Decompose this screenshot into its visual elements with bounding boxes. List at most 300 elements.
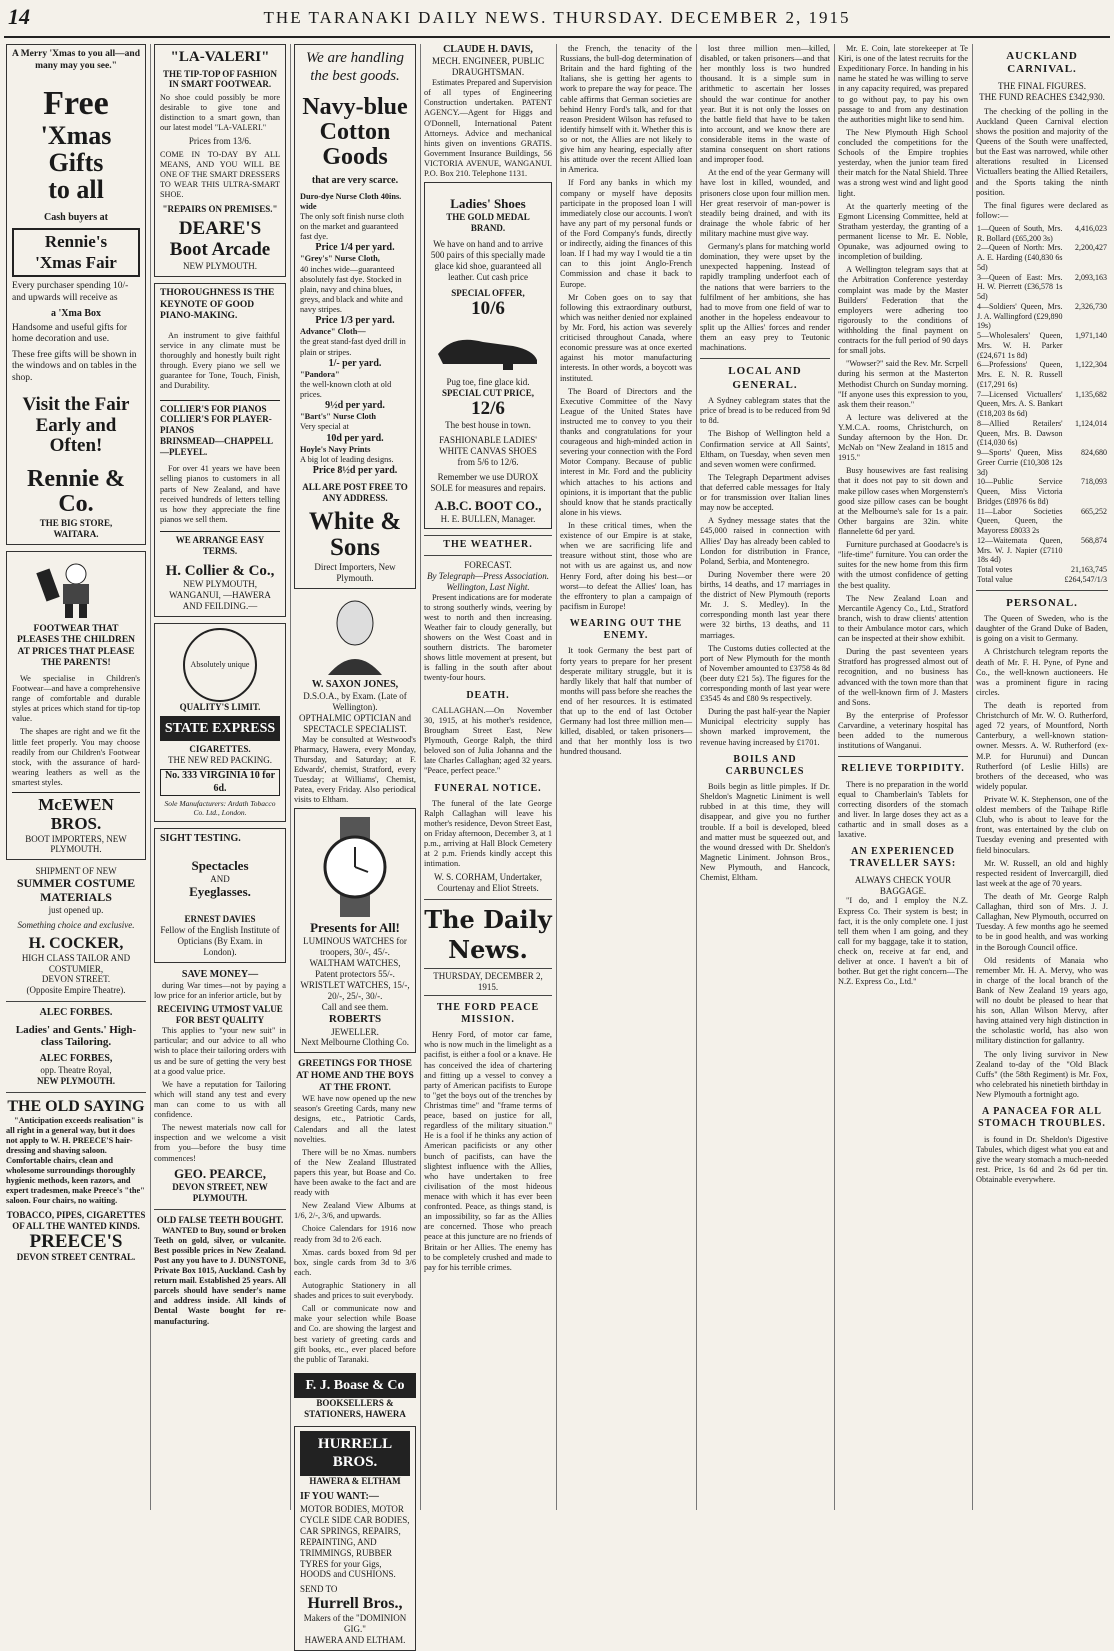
jones-ad — [294, 595, 416, 806]
column-divider — [420, 44, 421, 1510]
whites-price6: Price 8½d per yard. — [312, 464, 398, 476]
results-value: 2,200,427 — [1075, 243, 1107, 253]
rennie-body3: These free gifts will be shown in the windows and on tables in the shop. — [12, 349, 137, 384]
header-rule — [4, 36, 1110, 38]
article-text: There is no preparation in the world equal to Chamberlain's Tablets for correcting disorders of the stomach and liver. In large doses they act as a cathartic and in small doses as a laxative. — [838, 779, 968, 840]
abcboot-best: The best house in town. — [445, 419, 531, 430]
roberts-addr: Next Melbourne Clothing Co. — [301, 1037, 409, 1048]
column-divider — [834, 44, 835, 1510]
greetings-body2: There will be no Xmas. numbers of the New Zealand Illustrated papers this year, but Boase and Co. have been awake to the fact and are ready with — [294, 1147, 416, 1198]
funeral-title: FUNERAL NOTICE. — [434, 782, 542, 794]
results-label: 8—Allied Retailers' Queen, Mrs. B. Dawson (£14,030 6s) — [977, 418, 1063, 448]
local-item: A Sydney message states that the £45,000 raised in connection with Allies' Day has already been cabled to London for distribution in France, Poland, Serbia, and Montenegro. — [700, 516, 830, 566]
local-item: Furniture purchased at Goodacre's is "life-time" furniture. You can order the suites for the new home from this firm with the utmost confidence of getting the best quality. — [838, 540, 968, 590]
preece-ad — [6, 1098, 146, 1263]
personal-title: PERSONAL. — [1006, 596, 1078, 609]
results-value: £264,547/1/3 — [1064, 574, 1107, 584]
results-label: 5—Wholesalers' Queen, Mrs. W. H. Parker (£24,671 1s 8d) — [977, 331, 1063, 360]
leader-title: THE FORD PEACE MISSION. — [436, 1001, 540, 1026]
local-item: At the quarterly meeting of the Egmont Licensing Committee, held at Stratham yesterday, the granting of a permanent license to Mr. E. Noble, Opunake, was adjourned owing to incompletion of building. — [838, 201, 968, 262]
results-row — [976, 331, 1108, 360]
local-item: Busy housewives are fast realising that it does not pay to sit down and make pillow cases when Morgenstern's good size pillow cases can be bought at the Melbourne's sale for 1s a pair. Other bargains are 32in. white flannelette 6d per yard. — [838, 466, 968, 537]
cocker-name: H. COCKER, — [28, 934, 124, 952]
article-text: is found in Dr. Sheldon's Digestive Tabules, which digest what you eat and give the weary stomach a much-needed rest. Price, 1s 6d and 2s 6d per tin. Obtainable everywhere. — [976, 1134, 1108, 1184]
stateexpress-brand: STATE EXPRESS — [160, 716, 280, 741]
davis-ad — [424, 44, 552, 179]
results-label: 9—Sports' Queen, Miss Greer Currie (£10,308 12s 3d) — [977, 448, 1063, 477]
roberts-body3: WRISTLET WATCHES, 15/-, 20/-, 25/-, 30/-. — [300, 980, 410, 1002]
greetings-title: GREETINGS FOR THOSE AT HOME AND THE BOYS AT THE FRONT. — [296, 1059, 414, 1093]
weariness-title: WEARING OUT THE ENEMY. — [569, 618, 683, 642]
roberts-see: Call and see them. — [321, 1002, 389, 1013]
whites-item4: "Pandora" — [300, 369, 340, 379]
personal-item: A Christchurch telegram reports the death of Mr. F. H. Pyne, of Pyne and Co., the well-known auctioneers. He was a prominent figure in racing circles. — [976, 647, 1108, 697]
roberts-body2: WALTHAM WATCHES, Patent protectors 55/-. — [309, 958, 401, 980]
rennie-body2: Handsome and useful gifts for home decoration and use. — [12, 322, 128, 345]
whites-item5b: Very special at — [300, 422, 349, 432]
whites-post: ALL ARE POST FREE TO ANY ADDRESS. — [302, 482, 408, 504]
roberts-ad — [294, 808, 416, 1053]
results-row — [976, 477, 1108, 506]
forbes-town: NEW PLYMOUTH. — [36, 1076, 115, 1087]
leader-masthead: The Daily News. — [424, 905, 552, 964]
results-value: 2,326,730 — [1075, 301, 1107, 311]
whites-intro: We are handling the best goods. — [305, 50, 405, 84]
rennie-firm: Rennie & Co. — [27, 466, 125, 518]
davis-trade: MECH. ENGINEER, PUBLIC DRAUGHTSMAN. — [432, 56, 544, 78]
sight-ad — [154, 828, 286, 963]
portrait-icon — [320, 595, 390, 675]
sight-eyeglasses: Eyeglasses. — [189, 884, 251, 900]
whites-sub: Direct Importers, New Plymouth. — [314, 561, 396, 583]
rennie-fair-name: Rennie's 'Xmas Fair — [12, 228, 140, 277]
results-row — [976, 419, 1108, 448]
column-divider — [290, 44, 291, 1510]
lavaleri-prices: Prices from 13/6. — [188, 136, 252, 147]
stateexpress-quality: QUALITY'S LIMIT. — [179, 702, 261, 713]
carnival-fund: THE FUND REACHES £342,930. — [979, 91, 1105, 102]
sight-title: SIGHT TESTING. — [160, 833, 241, 844]
mcewen-sub: BOOT IMPORTERS, NEW PLYMOUTH. — [25, 833, 127, 855]
death-title: DEATH. — [466, 689, 510, 701]
results-value: 1,124,014 — [1075, 418, 1107, 428]
article-text: It took Germany the best part of forty years to prepare for her present desperate military struggle, but it is hardly likely that half that number of months will pass before she reaches the end of her resources. It is estimated that up to the end of last October Germany had lost three million men—killed, disabled, or taken prisoners—and that her monthly loss is two hundred thousand. — [560, 646, 692, 757]
whites-item3b: the great stand-fast dyed drill in plain or stripes. — [300, 337, 406, 357]
lavaleri-firm: DEARE'S Boot Arcade — [169, 218, 271, 261]
forbes-addr: opp. Theatre Royal, — [40, 1065, 112, 1076]
whites-items — [300, 192, 410, 477]
abcboot-cut: SPECIAL CUT PRICE, — [441, 387, 535, 398]
results-value: 568,874 — [1081, 535, 1107, 545]
roberts-body1: LUMINOUS WATCHES for troopers, 30/-, 45/-. — [303, 936, 407, 958]
results-row — [976, 243, 1108, 272]
hurrell-send: SEND TO — [300, 1584, 338, 1595]
preece-body: "Anticipation exceeds realisation" is all right in a general way, but it does not apply to W. H. PREECE'S hair-dressing and shaving saloon. Comfortable chairs, clean and wholesome surroundings thoroughly hygienic methods, keen razors, and expert tradesmen, make Preece's "the" saloon. Four chairs, no waiting. — [6, 1115, 145, 1206]
local-item: A Wellington telegram says that at the Arbitration Conference yesterday complaint was made by the Master Builders' Federation that the employers were adhering too rigorously to the conditions of withholding the final payment on contracts for the full period of 90 days for small jobs. — [838, 265, 968, 356]
cocker-opened: just opened up. — [48, 905, 104, 915]
stateexpress-ad — [154, 623, 286, 822]
divider — [838, 756, 968, 757]
whites-item6: Hoyle's Navy Prints — [300, 444, 371, 454]
results-row — [976, 302, 1108, 331]
jones-name: W. SAXON JONES, — [311, 678, 399, 690]
carnival-results-table — [976, 224, 1108, 585]
column-4 — [424, 44, 552, 1510]
forbes-name: ALEC FORBES. — [39, 1007, 113, 1019]
forbes-line: Ladies' and Gents.' High-class Tailoring. — [15, 1023, 137, 1049]
preece-addr: DEVON STREET CENTRAL. — [16, 1252, 136, 1263]
sight-name: ERNEST DAVIES — [184, 914, 256, 925]
preece-goods: TOBACCO, PIPES, CIGARETTES OF ALL THE WANTED KINDS. — [6, 1209, 146, 1231]
whites-price3: 1/- per yard. — [328, 357, 382, 369]
rennie-town: WAITARA. — [53, 528, 99, 539]
lavaleri-title: "LA-VALERI" — [170, 49, 270, 65]
column-8 — [976, 44, 1108, 1510]
results-row — [976, 224, 1108, 244]
rennie-ad — [6, 44, 146, 545]
watch-icon — [310, 817, 400, 917]
carnival-intro: The checking of the polling in the Auckland Queen Carnival election shows the position and majority of the Queens of the South were unaffected, but the East was narrowed, while other alterations resulted in Licensed Victuallers beating the Allied Retailers, and the Sports taking the ninth position. — [976, 106, 1108, 197]
results-label: Total value — [977, 574, 1013, 584]
weather-forecast: FORECAST. — [464, 559, 512, 570]
results-label: 1—Queen of South, Mrs. R. Bollard (£65,200 3s) — [977, 223, 1063, 243]
death-body: CALLAGHAN.—On November 30, 1915, at his mother's residence, Brougham Street East, New Plymouth, George Ralph, the third beloved son of Julia Johanna and the late Charles Callaghan; aged 32 years. "Peace, perfect peace." — [424, 705, 552, 776]
greetings-body7: Call or communicate now and make your selection while Boase and Co. are showing the largest and best variety of greeting cards and gift books, etc., ever placed before the public of Taranaki. — [294, 1304, 416, 1364]
jones-body: May be consulted at Westwood's Pharmacy, Hawera, every Monday, Thursday, and Saturday; at F. Edwards', chemist, Stratford, every Tuesday; at Williams', Chemist, Patea, every Friday. Also periodical visits to Eltham. — [294, 734, 416, 805]
personal-item: Mr. W. Russell, an old and highly respected resident of Invercargill, died last week at the age of 70 years. — [976, 858, 1108, 888]
results-label: 10—Public Service Queen, Miss Victoria Bridges (£8976 6s 8d) — [977, 477, 1063, 506]
local-item: The Customs duties collected at the port of New Plymouth for the month of November amounted to £3758 4s 8d (beer duty £21 5s). The figures for the corresponding month of last year were £3545 4s and £80 9s respectively. — [700, 643, 830, 704]
whites-item6b: A big lot of leading designs. — [300, 454, 394, 464]
results-value: 1,122,304 — [1075, 360, 1107, 370]
results-value: 1,971,140 — [1075, 331, 1107, 341]
savemoney-body4: The newest materials now call for inspection and we welcome a visit from you—before the busy time commences! — [154, 1123, 286, 1163]
article-text: The Board of Directors and the Executive Committee of the Navy League of the United States have instructed me to convey to you their thanks and congratulations for your courageous and high-minded action in severing your connection with the Ford Motor Company. Because of public interest in Mr. Ford and the publicity which attaches to his actions and opinions, it is important that the public should know that he stands practically alone in his views. — [560, 386, 692, 517]
collier-towns: NEW PLYMOUTH, WANGANUI, —HAWERA AND FEILDING.— — [169, 579, 271, 612]
results-row — [976, 536, 1108, 565]
local-item: The New Zealand Loan and Mercantile Agency Co., Ltd., Stratford branch, wish to draw clients' attention to their Ambulance motor cars, which can be inspected at their show exhibit. — [838, 593, 968, 644]
article-text: Mr Coben goes on to say that following this extraordinary outburst, which was neither denied nor explained by Mr. Ford, his action was severely criticised throughout Canada, where economic pressure was at once exerted against his motor manufacturing interests. In other words, a boycott was instituted. — [560, 292, 693, 383]
results-value: 1,135,682 — [1075, 389, 1107, 399]
abcboot-firm: A.B.C. BOOT CO., — [434, 497, 542, 513]
cocker-opp: (Opposite Empire Theatre). — [26, 985, 126, 996]
whites-item1b: The only soft finish nurse cloth on the market and guaranteed fast dye. — [300, 211, 404, 242]
column-5 — [560, 44, 692, 1510]
greetings-body1: WE have now opened up the new season's Greeting Cards, many new designs, etc., Patriotic Cards, Calendars and all the latest novelties. — [294, 1094, 416, 1144]
mcewen-body1: We specialise in Children's Footwear—and have a comprehensive range of comfortable and durable styles at prices which stand for tip-top value. — [12, 673, 140, 724]
results-label: 11—Labor Societies Queen, Queen, the Mayoress £8033 2s — [977, 506, 1063, 536]
page-number: 14 — [8, 4, 30, 29]
whites-scarce: that are very scarce. — [311, 174, 399, 186]
results-label: 4—Soldiers' Queen, Mrs. J. A. Wallingford (£29,890 19s) — [977, 301, 1063, 331]
whites-price4: 9½d per yard. — [325, 400, 385, 412]
rennie-free: Free — [43, 85, 109, 123]
weather-body: Present indications are for moderate to strong southerly winds, veering by west to north and then increasing. Weather fair to cloudy generally, but showers on the West Coast and in southern districts. The barometer shows little movement at present, but is falling in the south after about twenty-four hours. — [424, 592, 552, 683]
article-text: Boils begin as little pimples. If Dr. Sheldon's Magnetic Liniment is well rubbed in at this time, they will disappear, and give you no further trouble. If a boil is developed, bleed and matter must be squeezed out, and the wound dressed with Dr. Sheldon's Magnetic Liniment. Johnson Bros., New Plymouth, and Hancock, Chemist, Eltham. — [700, 782, 830, 883]
lavaleri-body2: COME IN TO-DAY BY ALL MEANS, AND YOU WILL BE ONE OF THE SMART DRESSERS TO WEAR THIS ULTRA-SMART SHOE. — [160, 150, 280, 200]
cocker-ad — [6, 866, 146, 996]
whites-ad — [294, 44, 416, 589]
exp-sub: ALWAYS CHECK YOUR BAGGAGE. — [854, 874, 952, 896]
rennie-store: THE BIG STORE, — [39, 517, 113, 528]
mcewen-firm: McEWEN BROS. — [12, 792, 140, 833]
jones-cred: D.S.O.A., by Exam. (Late of Wellington). — [303, 690, 407, 712]
cocker-intro: SHIPMENT OF NEW — [35, 866, 117, 877]
column-1 — [6, 44, 146, 1510]
local-item: By the enterprise of Professor Carvardine, a veterinary hospital has been added to the numerous institutions of Wanganui. — [838, 710, 968, 751]
hurrell-sub: HAWERA & ELTHAM — [309, 1475, 401, 1486]
local-item: The Bishop of Wellington held a Confirmation service at All Saints', Eltham, on Tuesday, when seven men and seven women were confirmed. — [700, 429, 830, 469]
lavaleri-ad — [154, 44, 286, 277]
abcboot-body1: We have on hand and to arrive 500 pairs of this specially made glace kid shoe, guaranteed all leather. Cut cash price — [430, 239, 546, 282]
local-item: During the past half-year the Napier Municipal electricity supply has shown marked improvement, the revenue having increased by £1701. — [700, 707, 830, 747]
weather-dateline: By Telegraph—Press Association. Wellington, Last Night. — [427, 570, 549, 592]
whites-firm: White & Sons — [308, 508, 402, 562]
whites-headline: Navy-blue Cotton Goods — [302, 94, 408, 171]
column-3 — [294, 44, 416, 1645]
greetings-body6: Autographic Stationery in all shades and prices to suit everybody. — [294, 1281, 416, 1301]
personal-item: Private W. K. Stephenson, one of the oldest members of the Taihape Rifle Club, who is about to leave for the front, was entertained by the club on Tuesday evening and presented with field binoculars. — [976, 794, 1108, 855]
whites-item3: Advance" Cloth— — [300, 327, 366, 337]
preece-title: THE OLD SAYING — [7, 1098, 145, 1115]
jones-trade: OPTHALMIC OPTICIAN and SPECTACLE SPECIALIST. — [299, 712, 411, 734]
panacea-title: A PANACEA FOR ALL STOMACH TROUBLES. — [978, 1106, 1106, 1130]
hurrell-name: Hurrell Bros., — [307, 1595, 403, 1613]
roberts-headline: Presents for All! — [310, 920, 400, 936]
mcewen-ad — [6, 551, 146, 861]
rennie-body1: Every purchaser spending 10/- and upwards will receive as — [12, 281, 129, 303]
results-row — [976, 448, 1108, 477]
article-text: In these critical times, when the existence of our Empire is at stake, when we are sacrificing life and treasure without stint, those who are not with us are against us, and now Henry Ford, after doing his best—or worst—to defeat the Allies' loan, has the effrontery to plan a campaign of pacifism in Europe! — [560, 521, 692, 611]
rennie-xmas-box: a 'Xma Box — [51, 307, 101, 319]
abcboot-offer: SPECIAL OFFER, — [451, 287, 525, 298]
forbes-name2: ALEC FORBES, — [39, 1052, 113, 1064]
greetings-body5: Xmas. cards boxed from 9d per box, single cards from 3d to 3/6 each. — [294, 1247, 416, 1277]
results-value: 665,252 — [1081, 506, 1107, 516]
column-2 — [154, 44, 286, 1510]
results-row — [976, 390, 1108, 419]
davis-name: CLAUDE H. DAVIS, — [443, 44, 533, 55]
teeth-body: WANTED to Buy, sound or broken Teeth on gold, silver, or vulcanite. Best possible prices in New Zealand. Post any you have to J. DUNSTONE, Private Box 1015, Auckland. Cash by return mail. Established 25 years. All parcels should have sender's name and address inside. All kinds of Dental Waste bought for re-manufacturing. — [154, 1225, 286, 1326]
lavaleri-sub: THE TIP-TOP OF FASHION IN SMART FOOTWEAR. — [163, 68, 277, 90]
greetings-body4: Choice Calendars for 1916 now ready from 3d to 2/6 each. — [294, 1224, 416, 1244]
greetings-firm: F. J. Boase & Co — [294, 1373, 416, 1398]
abcboot-pug: Pug toe, fine glace kid. — [446, 376, 530, 387]
hurrell-want: IF YOU WANT:— — [300, 1491, 379, 1503]
local-item: During November there were 20 births, 14 deaths, and 17 marriages in the district of New Plymouth (reports Mr. J. S. Medley). In the corresponding month last year there were 32 births, 13 deaths, and 11 marriages. — [700, 569, 830, 640]
rennie-greeting: A Merry 'Xmas to you all—and many may you see." — [12, 49, 140, 71]
results-row — [976, 360, 1108, 389]
boils-title: BOILS AND CARBUNCLES — [725, 753, 805, 777]
greetings-sub: BOOKSELLERS & STATIONERS, HAWERA — [304, 1397, 406, 1419]
article-text: lost three million men—killed, disabled, or taken prisoners—and that her monthly loss is two hundred thousand. It is a simple sum in arithmetic to ascertain her losses should the war continue for another year. But it is not only the losses on the battle field that have to be taken into account, and we know there are considerable items in the waste of stamina consequent on short rations and improper food. — [700, 44, 830, 165]
thoroughness-body: An instrument to give faithful service in any climate must be thoroughly and honestly built right through. Every piano we sell we guarantee for Tone, Touch, Finish, and Durability. — [160, 330, 280, 391]
divider — [6, 1092, 146, 1093]
sight-cred: Fellow of the English Institute of Opticians (By Exam. in London). — [160, 925, 280, 957]
forbes-ad — [6, 1007, 146, 1087]
cocker-summer: SUMMER COSTUME MATERIALS — [16, 876, 136, 905]
personal-item: The only living survivor in New Zealand to-day of the "Old Black Cuffs" (the 58th Regiment) is Mr. Fox, who celebrated his ninetieth birthday in New Plymouth a fortnight ago. — [976, 1049, 1108, 1100]
results-value: 718,093 — [1081, 477, 1107, 487]
personal-item: The death is reported from Christchurch of Mr. W. O. Rutherford, aged 72 years, of Mountford, North Canterbury, a well-known station-owner. Messrs. A. W. Rutherford (ex-M.P. for Hurunui) and Duncan Rutherford (of Leslie Hills) are brothers of the deceased, who was widely popular. — [976, 700, 1108, 791]
hurrell-addr: HAWERA AND ELTHAM. — [304, 1634, 406, 1645]
whites-price1: Price 1/4 per yard. — [315, 242, 395, 254]
results-value: 4,416,023 — [1075, 223, 1107, 233]
article-text: Germany's plans for matching world domination, they were upset by the unexpected happening. Instead of rapidly trampling underfoot each of the nations that were barriers to the fulfilment of her ambitions, she has had to move from one field of war to another in the hopeless endeavour to split up the Allies' forces and render them an easy prey to Teutonic machinations. — [700, 242, 830, 353]
stateexpress-pack: THE NEW RED PACKING. — [167, 755, 272, 766]
results-value: 824,680 — [1081, 448, 1107, 458]
reliev-title: RELIEVE TORPIDITY. — [841, 763, 965, 775]
results-row — [976, 575, 1108, 585]
rennie-to-all: to all — [48, 175, 104, 205]
lavaleri-body1: No shoe could possibly be more desirable to give tone and distinction to a smart gown, than our latest model "LA-VALERI." — [160, 93, 280, 133]
hurrell-items: MOTOR BODIES, MOTOR CYCLE SIDE CAR BODIES, CAR SPRINGS, REPAIRS, REPAINTING, AND TRIMMINGS, RUBBER TYRES for your Gigs, HOODS and CUSHIONS. — [300, 1503, 410, 1580]
article-text: the French, the tenacity of the Russians, the bull-dog determination of Britain and the hard fighting of the Italians, she is getting her agents to work to prepare the way for peace. The cable affirms that German societies are behind Henry Ford's talk, and for that reason President Wilson has refused to identify himself with it. Whether this is so or not, the Allies are not likely to give him any hearing, especially after his attitude over the recent Allied loan in America. — [560, 44, 692, 175]
collier-terms: WE ARRANGE EASY TERMS. — [160, 531, 280, 557]
hurrell-ad — [294, 1426, 416, 1651]
rennie-cash-buyers: Cash buyers at — [44, 211, 108, 223]
shoe-illustration-icon — [433, 324, 543, 370]
roberts-trade: JEWELLER. — [331, 1026, 379, 1037]
results-label: 3—Queen of East: Mrs. H. W. Pierrett (£36,578 1s 5d) — [977, 272, 1063, 302]
funeral-sig: W. S. CORHAM, Undertaker, Courtenay and Eliot Streets. — [433, 872, 543, 894]
mcewen-body2: The shapes are right and we fit the little feet properly. You may choose readily from our Children's Footwear stock, with the assurance of hard-wearing leathers as well as the smartest styles. — [12, 727, 140, 788]
local-item: The Telegraph Department advises that deferred cable messages for Italy or for transmission over Italian lines may now be accepted. — [700, 472, 830, 513]
cocker-trade: HIGH CLASS TAILOR AND COSTUMIER, — [21, 952, 131, 974]
column-6 — [700, 44, 830, 1510]
seal-icon: Absolutely unique — [183, 628, 257, 702]
davis-body: Estimates Prepared and Supervision of all types of Engineering Construction undertaken. PATENT AGENCY.—Agent for Higgs and O'Donnell, International Patent Attorneys. Advice and mechanical hints given on inventions GRATIS. Government Insurance Buildings, 56 VICTORIA AVENUE, WANGANUI. P.O. Box 210. Telephone 1131. — [424, 78, 552, 179]
results-body — [976, 224, 1108, 585]
whites-item4b: the well-known cloth at old prices. — [300, 379, 392, 400]
roberts-firm: ROBERTS — [328, 1013, 382, 1026]
mcewen-headline: FOOTWEAR THAT PLEASES THE CHILDREN AT PRICES THAT PLEASE THE PARENTS! — [16, 623, 136, 669]
stateexpress-num: No. 333 VIRGINIA 10 for 6d. — [160, 769, 280, 795]
savemoney-body2: This applies to "your new suit" in particular; and our advice to all who wish to place their tailoring orders with us and be sure of getting the very best at a good value price. — [154, 1026, 286, 1076]
column-divider — [972, 44, 973, 1510]
results-label: 6—Professions' Queen, Mrs. E. N. R. Russell (£17,291 6s) — [977, 360, 1063, 389]
results-row — [976, 565, 1108, 575]
savemoney-body3: We have a reputation for Tailoring which will stand any test and every man can come to us with all confidence. — [154, 1079, 286, 1120]
savemoney-addr: DEVON STREET, NEW PLYMOUTH. — [172, 1181, 268, 1203]
column-7 — [838, 44, 968, 1510]
carnival-title: AUCKLAND CARNIVAL. — [1006, 50, 1078, 76]
cocker-street: DEVON STREET. — [41, 974, 111, 985]
page-header — [0, 0, 1114, 36]
collier-body: For over 41 years we have been selling pianos to customers in all parts of New Zealand, and have received hundreds of letters telling us how they appreciate the fine pianos we sell them. — [160, 464, 280, 524]
rennie-xmas-gifts: 'Xmas Gifts — [40, 120, 112, 178]
savemoney-firm: GEO. PEARCE, — [173, 1165, 267, 1181]
divider — [424, 899, 552, 900]
leader-date: THURSDAY, DECEMBER 2, 1915. — [424, 968, 552, 996]
preece-name: PREECE'S — [29, 1230, 123, 1252]
abcboot-canvas: FASHIONABLE LADIES' WHITE CANVAS SHOES from 5/6 to 12/6. — [439, 434, 537, 467]
results-label: 7—Licensed Victuallers' Queen, Mrs. A. S. Bankart (£18,203 8s 6d) — [977, 389, 1063, 419]
results-label: 12—Waitemata Queen, Mrs. W. J. Napier (£7110 18s 4d) — [977, 535, 1063, 565]
thoroughness-title: THOROUGHNESS IS THE KEYNOTE OF GOOD PIANO-MAKING. — [160, 288, 275, 322]
abcboot-remember: Remember we use DUROX SOLE for measures and repairs. — [430, 471, 546, 493]
cocker-exclusive: Something choice and exclusive. — [17, 919, 135, 930]
abcboot-ad — [424, 182, 552, 529]
local-title: LOCAL AND GENERAL. — [728, 365, 802, 391]
column-divider — [696, 44, 697, 1510]
whites-price2: Price 1/3 per yard. — [315, 315, 395, 327]
collier-line2: COLLIER'S FOR PLAYER-PIANOS — [160, 414, 272, 436]
personal-item: The death of Mr. George Ralph Callaghan, third son of Mrs. J. J. Callaghan, New Plymouth, occurred on Tuesday. A few months ago he seemed to be in good health, and was working in the Borough Council office. — [976, 891, 1108, 952]
stateexpress-cig: CIGARETTES. — [189, 744, 251, 755]
leader-body: Henry Ford, of motor car fame, who is now much in the limelight as a pacifist, is either a fool or a knave. He has conceived the idea of chartering and fitting up a vessel to convey a party of American pacifists to Europe to "get the boys out of the trenches by Christmas time" and "frame terms of peace, based on justice for all, regardless of the military situation." He is a fool if he thinks any action of American pacificists or any other bunch of pacifists, can have the slightest influence with the Allies, who have undertaken to free civilisation of the most hideous menace with which it has ever been confronted. Peace, as things stand, is an impossibility, so far as the Allies are concerned. Those who preach peace at this juncture are no friends of Britain or her Allies. The enemy has to be completely crushed and made to pay for his terrible crimes. — [424, 1030, 552, 1272]
hurrell-makers: Makers of the "DOMINION GIG." — [303, 1613, 407, 1634]
greetings-body3: New Zealand View Albums at 1/6, 2/-, 3/6, and upwards. — [294, 1201, 416, 1221]
whites-item5: "Bart's" Nurse Cloth — [300, 412, 377, 422]
article-text: "I do, and I employ the N.Z. Express Co. Their system is best; in fact, it is the only complete one. I just tell them when I am going, and they call for my baggage, take it to station, check on, receive at far end, and deliver at once. I haven't a bit of bother. But get the right concern—The N.Z. Express Co., Ltd." — [838, 896, 968, 987]
weather-title: THE WEATHER. — [424, 535, 552, 555]
collier-firm: H. Collier & Co., — [165, 562, 275, 579]
masthead: THE TARANAKI DAILY NEWS. THURSDAY. DECEMBER 2, 1915 — [263, 8, 851, 27]
whites-item2: "Grey's" Nurse Cloth, — [300, 254, 380, 264]
whites-price5: 10d per yard. — [326, 432, 384, 444]
collier-line3: BRINSMEAD—CHAPPELL—PLEYEL. — [160, 436, 274, 458]
sight-and: AND — [210, 874, 230, 885]
column-divider — [556, 44, 557, 1510]
divider — [976, 590, 1108, 591]
results-row — [976, 507, 1108, 536]
funeral-body: The funeral of the late George Ralph Callaghan will leave his mother's residence, Devon Street East, on Friday afternoon, December 3, at 1 p.m., arriving at Hall Block Cemetery at 2 p.m. Friends kindly accept this intimation. — [424, 798, 552, 869]
savemoney-body1: during War times—not by paying a low price for an inferior article, but by — [154, 981, 286, 1001]
stateexpress-maker: Sole Manufacturers: Ardath Tobacco Co. Ltd., London. — [164, 798, 276, 817]
personal-item: Old residents of Manaia who remember Mr. H. A. Mervy, who was in charge of the local branch of the Bank of New Zealand 19 years ago, will no doubt be pleased to hear that his son, Allan Wilson Mervy, after having attained very high distinction in the scholastic world, has also won military distinction for gallantry. — [976, 955, 1108, 1046]
local-item: A Sydney cablegram states that the price of bread is to be reduced from 9d to 8d. — [700, 396, 830, 426]
local-item: "Wowser?" said the Rev. Mr. Scrpell during his sermon at the Masterton Methodist Church on Sunday morning. "If anyone uses this expression to you, ask them their reason." — [838, 359, 968, 409]
local-item: During the past seventeen years Stratford has progressed almost out of recognition, and no business has advanced with the town more than that of the well-known firm of J. Masters and Sons. — [838, 647, 968, 707]
results-value: 21,163,745 — [1071, 565, 1107, 575]
collier-line1: COLLIER'S FOR PIANOS — [160, 400, 280, 415]
abcboot-price2: 12/6 — [471, 397, 505, 419]
savemoney-value: RECEIVING UTMOST VALUE FOR BEST QUALITY — [157, 1004, 283, 1026]
lavaleri-repairs: "REPAIRS ON PREMISES." — [162, 204, 278, 215]
local-item: A lecture was delivered at the Y.M.C.A. rooms, Christchurch, on Sunday afternoon by the Hon. Dr. McNab on "New Zealand in 1815 and 1915." — [838, 412, 968, 463]
divider — [154, 1209, 286, 1210]
rennie-visit: Visit the Fair Early and Often! — [22, 393, 130, 457]
abcboot-title: Ladies' Shoes — [450, 196, 526, 212]
divider — [6, 1001, 146, 1002]
article-text: If Ford any banks in which my company or myself have deposits participate in the proposed loan I will immediately close our accounts. I won't have any part of my personal funds or of the Ford Company's funds, directly or indirectly, aiding the finances of this loan. If I had my way I would tie a tin can to this joint Anglo-French Commission and chase it back to Europe. — [560, 178, 692, 289]
savemoney-ad — [154, 969, 286, 1204]
column-divider — [150, 44, 151, 1510]
carnival-intro2: The final figures were declared as follow:— — [976, 200, 1108, 220]
teeth-ad — [154, 1215, 286, 1327]
results-label: 2—Queen of North: Mrs. A. E. Harding (£40,830 6s 5d) — [977, 243, 1063, 272]
whites-item1: Duro-dye Nurse Cloth 40ins. wide — [300, 191, 402, 211]
sight-spectacles: Spectacles — [191, 858, 249, 874]
boy-illustration-icon — [21, 560, 131, 620]
greetings-ad — [294, 1059, 416, 1419]
savemoney-title: SAVE MONEY— — [181, 968, 259, 980]
divider — [700, 358, 830, 359]
hurrell-firm: HURRELL BROS. — [300, 1431, 410, 1476]
local-item: The New Plymouth High School concluded the competitions for the Schools of the Empire trophies yesterday, when the junior team fired their match for the Natal Shield. Three was a strong west wind and light good light. — [838, 127, 968, 198]
results-label: Total votes — [977, 565, 1013, 575]
results-value: 2,093,163 — [1075, 272, 1107, 282]
exp-title: AN EXPERIENCED TRAVELLER SAYS: — [849, 846, 957, 870]
teeth-title: OLD FALSE TEETH BOUGHT. — [156, 1214, 284, 1225]
abcboot-mgr: H. E. BULLEN, Manager. — [440, 513, 536, 524]
personal-item: The Queen of Sweden, who is the daughter of the Grand Duke of Baden, is going on a visit to Germany. — [976, 614, 1108, 644]
article-text: At the end of the year Germany will have lost in killed, wounded, and prisoners close upon four million men. Her great reservoir of man-power is steadily being drained, and with its drainage the whole fabric of her military machine must give way. — [700, 168, 830, 238]
local-item: Mr. E. Coin, late storekeeper at Te Kiri, is one of the latest recruits for the Expeditionary Force. In handing in his name he stated he was willing to serve in any capacity required, was prepared to go without pay, to pay his own passage to and from any destination the authorities might like to send him. — [838, 44, 968, 124]
whites-item2b: 40 inches wide—guaranteed absolutely fast dye. Stocked in plain, navy and china blues, greys, and black and white and navy stripes. — [300, 264, 403, 315]
collier-ad — [154, 283, 286, 617]
